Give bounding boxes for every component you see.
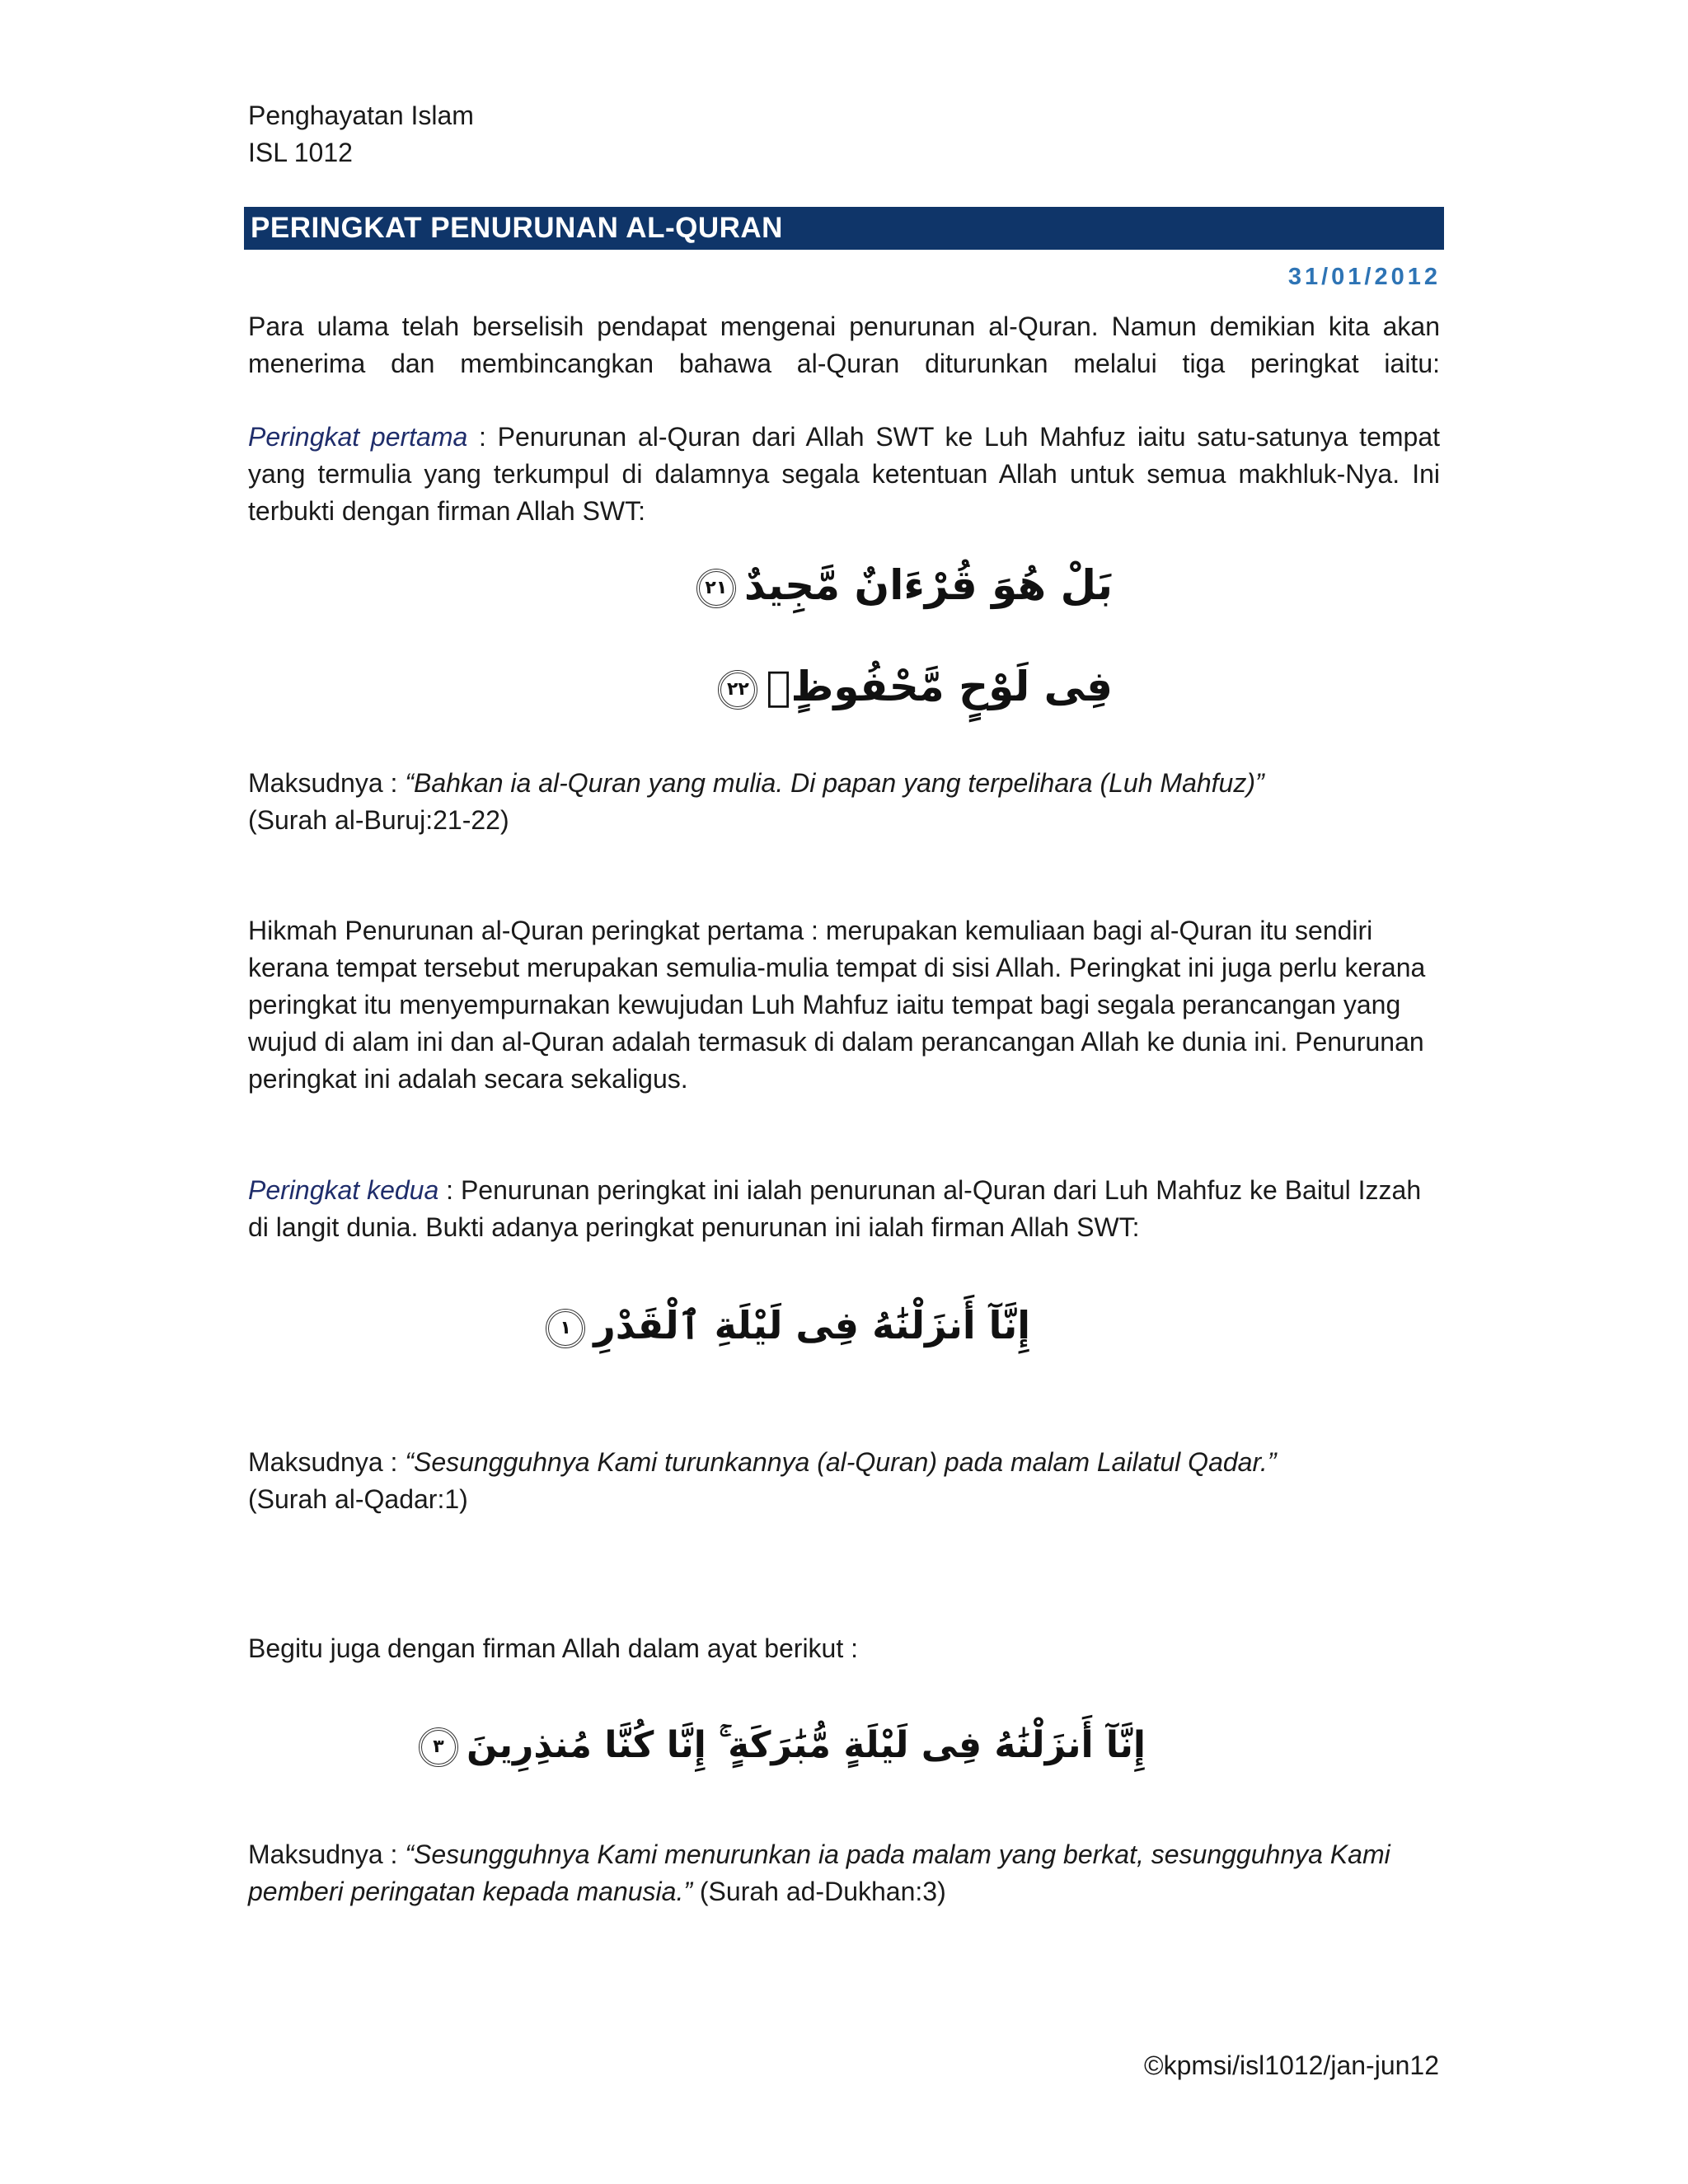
arabic-text: بَلْ هُوَ قُرْءَانٌ مَّجِيدٌ xyxy=(743,561,1113,609)
also-paragraph: Begitu juga dengan firman Allah dalam ayat berikut : xyxy=(248,1633,859,1663)
stage1-term: Peringkat pertama xyxy=(248,422,468,452)
stage1-meaning xyxy=(248,765,1440,802)
arabic-verse-dukhan-3 xyxy=(433,1724,1146,1767)
stage2-reference: (Surah al-Qadar:1) xyxy=(248,1484,468,1514)
hikmah-paragraph: Hikmah Penurunan al-Quran peringkat pertama : merupakan kemuliaan bagi al-Quran itu sendiri kerana tempat tersebut merupakan semulia-mulia tempat di sisi Allah. Peringkat ini juga perlu kerana peringkat itu menyempurnakan kewujudan Luh Mahfuz iaitu tempat bagi segala perancangan yang wujud di alam ini dan al-Quran adalah termasuk di dalam perancangan Allah ke dunia ini. Penurunan peringkat ini adalah secara sekaligus. xyxy=(248,916,1426,1094)
meaning-label: Maksudnya : xyxy=(248,768,406,798)
meaning-text: “Sesungguhnya Kami turunkannya (al-Quran) pada malam Lailatul Qadar.” xyxy=(405,1447,1277,1477)
stage1-text: : Penurunan al-Quran dari Allah SWT ke Luh Mahfuz iaitu satu-satunya tempat yang termulia yang terkumpul di dalamnya segala ketentuan Allah untuk semua makhluk-Nya. Ini terbukti dengan firman Allah SWT: xyxy=(248,422,1441,526)
also-meaning xyxy=(248,1836,1418,1910)
course-code: ISL 1012 xyxy=(248,138,353,167)
ayah-number-icon: ٢١ xyxy=(696,569,736,608)
stage2-meaning xyxy=(248,1444,1440,1481)
course-name: Penghayatan Islam xyxy=(248,101,474,130)
footer-copyright: ©kpmsi/isl1012/jan-jun12 xyxy=(1144,2050,1439,2080)
arabic-text: إِنَّآ أَنزَلْنَٰهُ فِى لَيْلَةِ ٱلْقَدْرِ xyxy=(593,1303,1030,1347)
document-date: 31/01/2012 xyxy=(1287,264,1441,290)
meaning-text: “Bahkan ia al-Quran yang mulia. Di papan yang terpelihara (Luh Mahfuz)” xyxy=(405,768,1264,798)
stage2-text: : Penurunan peringkat ini ialah penurunan al-Quran dari Luh Mahfuz ke Baitul Izzah di langit dunia. Bukti adanya peringkat penurunan ini ialah firman Allah SWT: xyxy=(248,1175,1422,1242)
stage2-term: Peringkat kedua xyxy=(248,1175,439,1205)
intro-paragraph: Para ulama telah berselisih pendapat mengenai penurunan al-Quran. Namun demikian kita akan menerima dan membincangkan bahawa al-Quran diturunkan melalui tiga peringkat iaitu: xyxy=(248,312,1440,378)
arabic-verse-buruj-21 xyxy=(705,561,1113,609)
meaning-reference: (Surah ad-Dukhan:3) xyxy=(692,1877,946,1906)
arabic-text: إِنَّآ أَنزَلْنَٰهُ فِى لَيْلَةٍ مُّبَٰرَكَةٍ ۚ إِنَّا كُنَّا مُنذِرِينَ xyxy=(466,1724,1146,1766)
title-banner: PERINGKAT PENURUNAN AL-QURAN xyxy=(244,207,1444,250)
stage1-paragraph xyxy=(248,419,1440,530)
stage1-reference: (Surah al-Buruj:21-22) xyxy=(248,805,509,835)
document-header xyxy=(248,97,474,171)
arabic-verse-qadar-1 xyxy=(560,1303,1030,1348)
stage2-paragraph xyxy=(248,1172,1440,1246)
meaning-label: Maksudnya : xyxy=(248,1447,406,1477)
arabic-text: فِى لَوْحٍ مَّحْفُوظٍۭ xyxy=(766,663,1113,710)
meaning-text: “Sesungguhnya Kami menurunkan ia pada malam yang berkat, sesungguhnya Kami pemberi peringatan kepada manusia.” xyxy=(248,1840,1390,1906)
meaning-label: Maksudnya : xyxy=(248,1840,406,1869)
arabic-verse-buruj-22 xyxy=(727,663,1113,710)
ayah-number-icon: ٢٢ xyxy=(718,670,757,710)
ayah-number-icon: ٣ xyxy=(419,1727,458,1767)
ayah-number-icon: ١ xyxy=(546,1309,585,1348)
